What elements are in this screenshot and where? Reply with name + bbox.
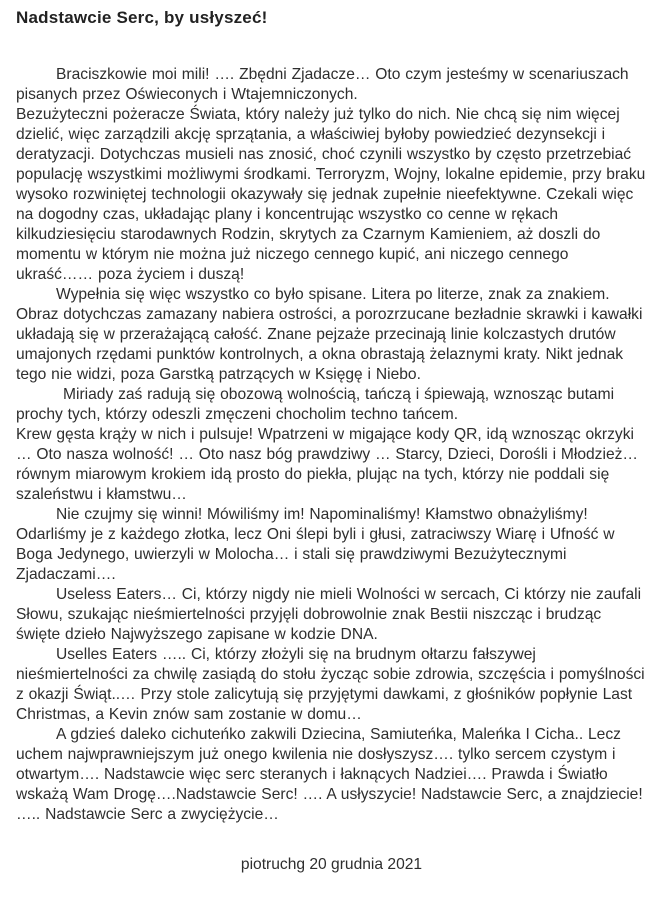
footer-byline: piotruchg 20 grudnia 2021 (240, 856, 423, 873)
paragraph-final: A gdzieś daleko cichuteńko zakwili Dziecina, Samiuteńka, Maleńka I Cicha.. Lecz uchem najwprawniejszym już onego kwilenia nie dosłyszysz…. tylko sercem czystym i otwartym…. Nadstawcie więc serc steranych i łaknących Nadziei…. Prawda i Światło wskażą Wam Drogę….Nadstawcie Serc! …. A usłyszycie! Nadstawcie Serc, a znajdziecie! ….. Nadstawcie Serc a zwyciężycie… (16, 726, 643, 823)
paragraph-intro: Braciszkowie moi mili! …. Zbędni Zjadacze… Oto czym jesteśmy w scenariuszach pisanych przez Oświeconych i Wtajemniczonych. (16, 66, 629, 103)
paragraph-miriady: Miriady zaś radują się obozową wolnością, tańczą i śpiewają, wznosząc butami prochy tych, którzy odeszli zmęczeni chocholim techno tańcem. (16, 386, 615, 423)
page-title: Nadstawcie Serc, by usłyszeć! (16, 8, 268, 27)
paragraph-useless-eaters: Useless Eaters… Ci, którzy nigdy nie mieli Wolności w sercach, Ci którzy nie zaufali Słowu, szukając nieśmiertelności przyjęli dobrowolnie znak Bestii niszcząc i brudząc święte dzieło Najwyższego zapisane w kodzie DNA. (16, 586, 642, 643)
paragraph-bezuzyteczni: Bezużyteczni pożeracze Świata, który należy już tylko do nich. Nie chcą się nim więcej dzielić, więc zarządzili akcję sprzątania, a właściwiej byłoby powiedzieć dezynsekcji i deratyzacji. Dotychczas musieli nas znosić, choć czynili wszystko by często przetrzebiać populację wszystkimi możliwymi środkami. Terroryzm, Wojny, lokalne epidemie, przy braku wysoko rozwiniętej technologii okazywały się jednak zupełnie nieefektywne. Czekali więc na dogodny czas, układając plany i koncentrując wszystko co cenne w rękach kilkudziesięciu starodawnych Rodzin, skrytych za Czarnym Kamieniem, aż doszli do momentu w którym nie można już niczego cennego kupić, ani niczego cennego ukraść…… poza życiem i duszą! (16, 106, 646, 283)
paragraph-wypelnia: Wypełnia się więc wszystko co było spisane. Litera po literze, znak za znakiem. Obraz dotychczas zamazany nabiera ostrości, a porozrzucane bezładnie skrawki i kawałki układają się w przerażającą całość. Znane pejzaże przecinają linie kolczastych drutów umajonych rzędami punktów kontrolnych, a okna obrastają żelaznymi kraty. Nikt jednak tego nie widzi, poza Garstką patrzących w Księgę i Niebo. (16, 286, 643, 383)
paragraph-krew: Krew gęsta krąży w nich i pulsuje! Wpatrzeni w migające kody QR, idą wznosząc okrzyki … Oto nasza wolność! … Oto nasz bóg prawdziwy … Starcy, Dzieci, Dorośli i Młodzież… równym miarowym krokiem idą prosto do piekła, plując na tych, którzy nie poddali się szaleństwu i kłamstwu… (16, 426, 639, 503)
document-body (16, 65, 647, 825)
paragraph-uselles-eaters: Uselles Eaters ….. Ci, którzy złożyli się na brudnym ołtarzu fałszywej nieśmiertelności za chwilę zasiądą do stołu życząc sobie zdrowia, szczęścia i pomyślności z okazji Świąt..… Przy stole zalicytują się przyjętymi dawkami, z głośników popłynie Last Christmas, a Kevin znów sam zostanie w domu… (16, 646, 645, 723)
paragraph-nie-czujmy: Nie czujmy się winni! Mówiliśmy im! Napominaliśmy! Kłamstwo obnażyliśmy! Odarliśmy je z każdego złotka, lecz Oni ślepi byli i głusi, zatraciwszy Wiarę i Ufność w Boga Jedynego, uwierzyli w Molocha… i stali się prawdziwymi Bezużytecznymi Zjadaczami…. (16, 506, 615, 583)
